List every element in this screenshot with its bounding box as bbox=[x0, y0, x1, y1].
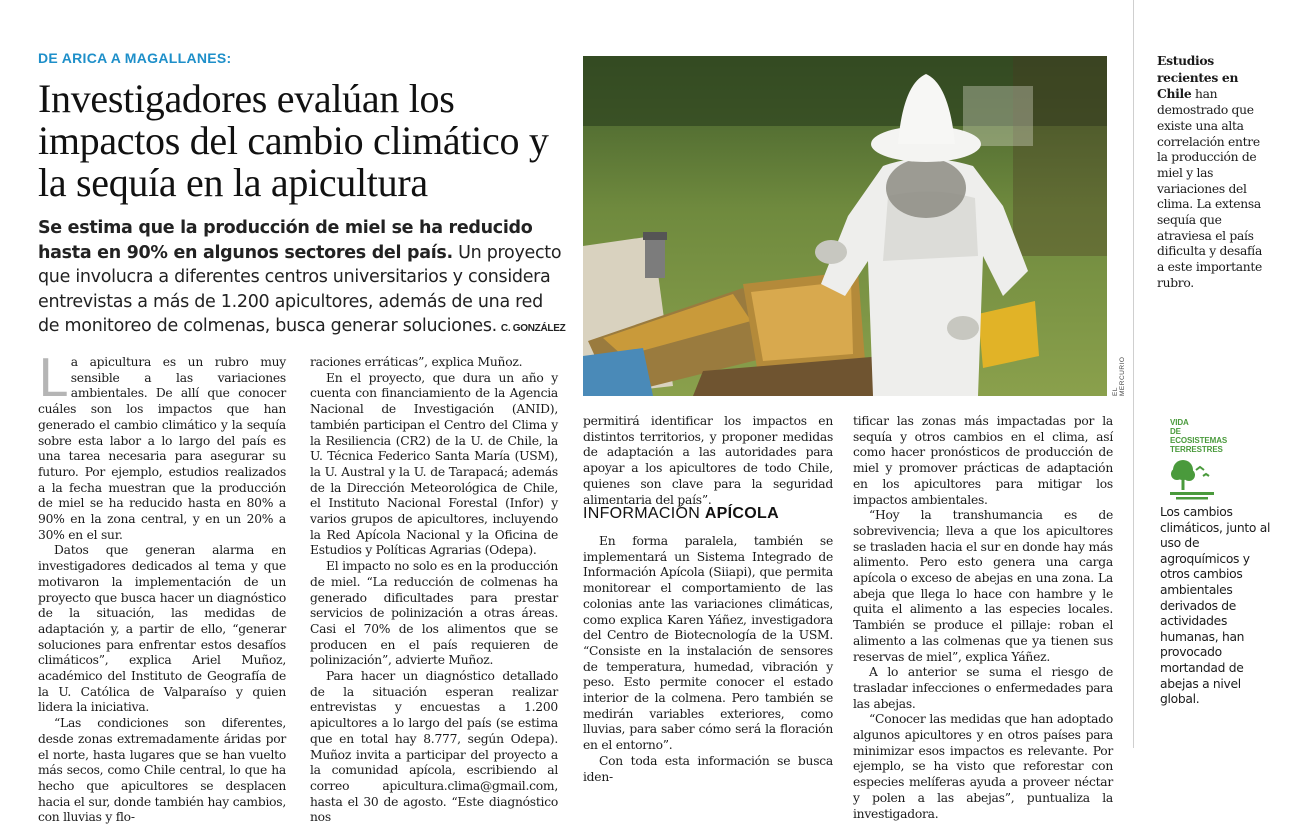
body-column-2 bbox=[310, 355, 558, 826]
photo-credit: EL MERCURIO bbox=[1112, 356, 1126, 396]
tree-and-birds-icon bbox=[1170, 456, 1214, 500]
body-paragraph: tificar las zonas más impactadas por la sequía y otros cambios en el clima, así como hacer pronósticos de producción de miel y promover prácticas de adaptación en los apicultores para mitigar los impactos ambientales. bbox=[853, 414, 1113, 507]
body-column-3 bbox=[583, 414, 833, 508]
body-paragraph: En el proyecto, que dura un año y cuenta con financiamiento de la Agencia Nacional de Investigación (ANID), también participan el Centro del Clima y la Resiliencia (CR2) de la U. de Chile, la U. Técnica Federico Santa María (USM), la U. Austral y la U. de Tarapacá; además de la Dirección Meteorológica de Chile, el Instituto Nacional Forestal (Infor) y varios grupos de apicultores, incluyendo la Red Apícola Nacional y la Oficina de Estudios y Políticas Agrarias (Odepa). bbox=[310, 370, 558, 558]
body-paragraph: En forma paralela, también se implementará un Sistema Integrado de Información Apícola (Siiapi), que permita monitorear el comportamiento de las colonias ante las variaciones climáticas, como explica Karen Yáñez, investigadora del Centro de Biotecnología de la USM. “Consiste en la instalación de sensores de temperatura, humedad, vibración y peso. Esto permite conocer el estado interior de la colmena. Pero también se medirán variables exteriores, como lluvias, para saber cómo será la floración en el entorno”. bbox=[583, 534, 833, 753]
beekeeper-photo bbox=[583, 56, 1107, 396]
body-column-1 bbox=[38, 349, 286, 826]
body-paragraph: “Las condiciones son diferentes, desde zonas extremadamente áridas por el norte, hasta lugares que se han vuelto más secos, como Chile central, lo que ha hecho que apicultores se desplacen hacia el sur, donde también hay cambios, con lluvias y flo- bbox=[38, 716, 286, 825]
section-subhead: INFORMACIÓN APÍCOLA bbox=[583, 505, 779, 522]
sidebar-note: Los cambios climáticos, junto al uso de agroquímicos y otros cambios ambientales derivados de actividades humanas, han provocado mortandad de abejas a nivel global. bbox=[1160, 505, 1271, 707]
deck-text: Un proyecto que involucra a diferentes centros universitarios y considera entrevistas a más de 1.200 apicultores, además de una red de monitoreo de colmenas, busca generar soluciones. bbox=[38, 242, 562, 336]
body-paragraph: permitirá identificar los impactos en distintos territorios, y proponer medidas de adaptación a las autoridades para apoyar a los apicultores de todo Chile, quienes son clave para la seguridad alimentaria del país”. bbox=[583, 414, 833, 507]
body-paragraph: Datos que generan alarma en investigadores dedicados al tema y que motivaron la implementación de un proyecto que busca hacer un diagnóstico de la situación, las medidas de adaptación y, a partir de ello, “generar soluciones para enfrentar estos desafíos climáticos”, explica Ariel Muñoz, académico del Instituto de Geografía de la U. Católica de Valparaíso y quien lidera la iniciativa. bbox=[38, 543, 286, 715]
sidebar-summary: Estudios recientes en Chile han demostrado que existe una alta correlación entre la producción de miel y las variaciones del clima. La extensa sequía que atraviesa el país dificulta y desafía a este importante rubro. bbox=[1157, 53, 1263, 290]
body-paragraph: “Hoy la transhumancia es de sobrevivencia; lleva a que los apicultores se trasladen hacia el sur en donde hay más alimento. Pero esto genera una carga apícola o exceso de abejas en una zona. La abeja que llega lo hace con hambre y le quita el alimento a las especies locales. También se produce el pillaje: roban el alimento a las colmenas que ya tienen sus reservas de miel”, explica Yáñez. bbox=[853, 508, 1113, 664]
body-paragraph: El impacto no solo es en la producción de miel. “La reducción de colmenas ha generado dificultades para prestar servicios de polinización a otras áreas. Casi el 70% de los alimentos que se producen en el país requieren de polinización”, advierte Muñoz. bbox=[310, 559, 558, 668]
sidebar-divider bbox=[1133, 0, 1134, 748]
sidebar-bold-lead: Estudios recientes en Chile bbox=[1157, 53, 1239, 102]
body-column-3-continued bbox=[583, 534, 833, 785]
section-kicker: DE ARICA A MAGALLANES: bbox=[38, 50, 232, 66]
body-paragraph: Para hacer un diagnóstico detallado de la situación esperan realizar entrevistas y encuestas a 1.200 apicultores a lo largo del país (se estima que en total hay 8.777, según Odepa). Muñoz invita a participar del proyecto a la comunidad apícola, escribiendo al correo apicultura.clima@gmail.com, hasta el 30 de agosto. “Este diagnóstico nos bbox=[310, 669, 558, 825]
body-paragraph: Con toda esta información se busca iden- bbox=[583, 753, 833, 784]
sdg-label-line2: DE ECOSISTEMAS bbox=[1170, 427, 1228, 445]
sdg-badge bbox=[1170, 418, 1230, 498]
body-paragraph: raciones erráticas”, explica Muñoz. bbox=[310, 355, 523, 369]
byline: C. GONZÁLEZ bbox=[500, 323, 566, 334]
body-paragraph: La apicultura es un rubro muy sensible a las variaciones ambientales. De allí que conocer cuáles son los impactos que han generado el cambio climático y la sequía sobre esta labor a lo largo del país es una tarea necesaria para asegurar su futuro. Por ejemplo, estudios realizados a la fecha muestran que la producción de miel se ha reducido hasta en 80% a 90% en la zona central, y en un 20% a 30% en el sur. bbox=[38, 349, 286, 542]
deck bbox=[38, 216, 568, 342]
sdg-label-line1: VIDA bbox=[1170, 418, 1189, 427]
body-paragraph: A lo anterior se suma el riesgo de trasladar infecciones o enfermedades para las abejas. bbox=[853, 665, 1113, 711]
body-paragraph: “Conocer las medidas que han adoptado algunos apicultores y en otros países para minimizar esos impactos es relevante. Por ejemplo, se ha visto que reforestar con especies melíferas ayuda a proveer néctar y polen a las abejas”, puntualiza la investigadora. bbox=[853, 712, 1113, 821]
headline: Investigadores evalúan los impactos del cambio climático y la sequía en la apicultura bbox=[38, 76, 549, 205]
body-column-4 bbox=[853, 414, 1113, 822]
deck-bold-lead: Se estima que la producción de miel se ha reducido hasta en 90% en algunos sectores del país. bbox=[38, 218, 533, 263]
drop-cap: L bbox=[38, 349, 67, 409]
sdg-label-line3: TERRESTRES bbox=[1170, 445, 1223, 454]
